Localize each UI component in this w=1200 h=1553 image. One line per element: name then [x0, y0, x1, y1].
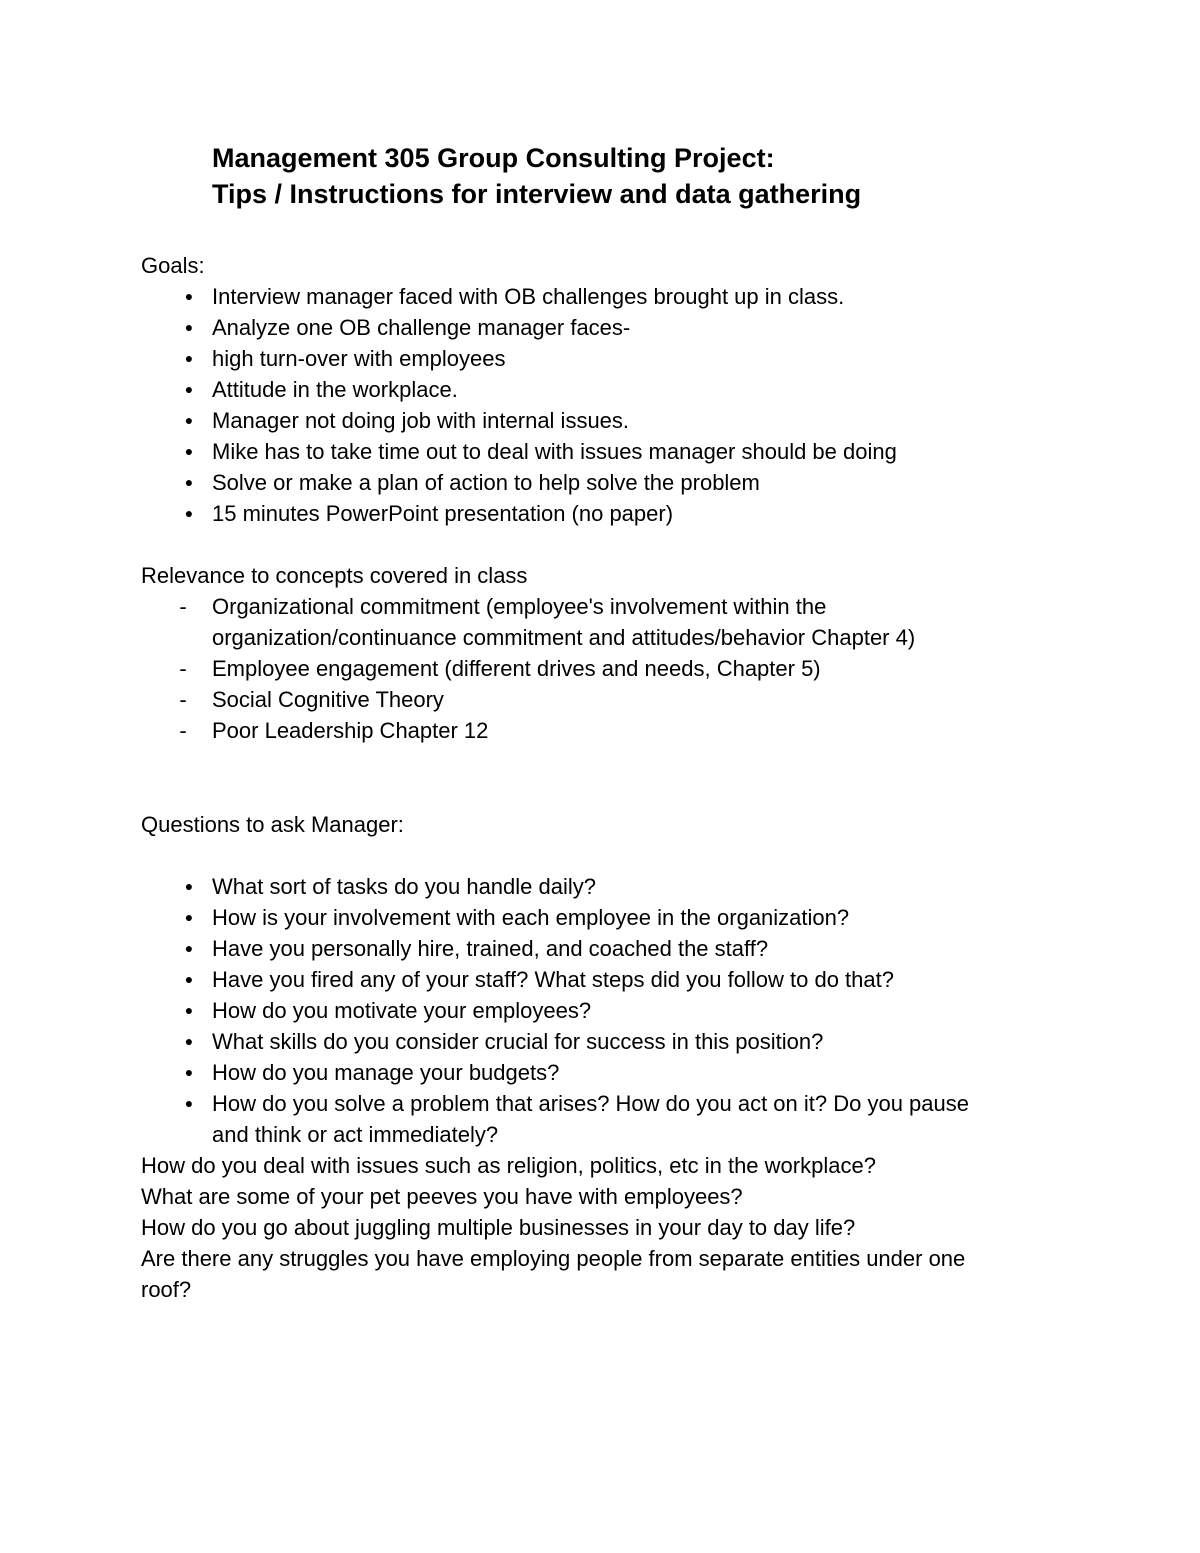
question-item-text: How do you solve a problem that arises? How do you act on it? Do you pause	[212, 1091, 969, 1116]
list-item	[141, 964, 969, 995]
bullet-icon: ●	[184, 350, 194, 366]
bullet-icon: ●	[184, 940, 194, 956]
relevance-item-text: Social Cognitive Theory	[212, 687, 444, 712]
list-item	[141, 591, 915, 653]
relevance-item-text-cont: organization/continuance commitment and attitudes/behavior Chapter 4)	[212, 625, 916, 650]
list-item	[141, 1088, 969, 1150]
list-item	[141, 684, 915, 715]
question-item-text: What skills do you consider crucial for success in this position?	[212, 1029, 824, 1054]
list-item	[141, 343, 897, 374]
question-line: What are some of your pet peeves you have with employees?	[141, 1184, 743, 1209]
title-line-2: Tips / Instructions for interview and data gathering	[212, 179, 862, 209]
question-line: Are there any struggles you have employing people from separate entities under one	[141, 1246, 966, 1271]
relevance-item-text: Poor Leadership Chapter 12	[212, 718, 489, 743]
goal-item-text: Mike has to take time out to deal with issues manager should be doing	[212, 439, 897, 464]
questions-list	[141, 871, 969, 1150]
list-item	[141, 1057, 969, 1088]
list-item	[141, 374, 897, 405]
goal-item-text: Solve or make a plan of action to help solve the problem	[212, 470, 760, 495]
bullet-icon: ●	[184, 971, 194, 987]
bullet-icon: ●	[184, 1095, 194, 1111]
question-item-text: Have you personally hire, trained, and coached the staff?	[212, 936, 769, 961]
dash-marker: -	[179, 594, 187, 619]
goal-item-text: Interview manager faced with OB challenges brought up in class.	[212, 284, 845, 309]
bullet-icon: ●	[184, 443, 194, 459]
questions-plain-lines	[141, 1150, 965, 1305]
question-item-text: How do you manage your budgets?	[212, 1060, 560, 1085]
title-line-1: Management 305 Group Consulting Project:	[212, 143, 775, 173]
bullet-icon: ●	[184, 1033, 194, 1049]
list-item	[141, 312, 897, 343]
dash-marker: -	[179, 718, 187, 743]
list-item	[141, 902, 969, 933]
question-item-text: How is your involvement with each employee in the organization?	[212, 905, 850, 930]
bullet-icon: ●	[184, 909, 194, 925]
list-item	[141, 1026, 969, 1057]
question-item-text: What sort of tasks do you handle daily?	[212, 874, 596, 899]
relevance-item-text: Employee engagement (different drives and needs, Chapter 5)	[212, 656, 821, 681]
dash-marker: -	[179, 687, 187, 712]
bullet-icon: ●	[184, 381, 194, 397]
list-item	[141, 467, 897, 498]
goals-list	[141, 281, 897, 529]
list-item	[141, 436, 897, 467]
bullet-icon: ●	[184, 319, 194, 335]
relevance-list	[141, 591, 915, 746]
bullet-icon: ●	[184, 505, 194, 521]
list-item	[141, 653, 915, 684]
question-line: roof?	[141, 1277, 192, 1302]
question-item-text: How do you motivate your employees?	[212, 998, 592, 1023]
bullet-icon: ●	[184, 878, 194, 894]
list-item	[141, 405, 897, 436]
list-item	[141, 498, 897, 529]
goals-heading: Goals:	[141, 253, 205, 278]
list-item	[141, 281, 897, 312]
bullet-icon: ●	[184, 1002, 194, 1018]
bullet-icon: ●	[184, 412, 194, 428]
goal-item-text: Attitude in the workplace.	[212, 377, 458, 402]
bullet-icon: ●	[184, 288, 194, 304]
question-line: How do you go about juggling multiple businesses in your day to day life?	[141, 1215, 856, 1240]
list-item	[141, 871, 969, 902]
question-line: How do you deal with issues such as religion, politics, etc in the workplace?	[141, 1153, 876, 1178]
question-item-text-cont: and think or act immediately?	[212, 1122, 499, 1147]
goal-item-text: Analyze one OB challenge manager faces-	[212, 315, 631, 340]
document-title	[212, 140, 861, 212]
relevance-item-text: Organizational commitment (employee's involvement within the	[212, 594, 827, 619]
dash-marker: -	[179, 656, 187, 681]
relevance-heading: Relevance to concepts covered in class	[141, 563, 528, 588]
list-item	[141, 933, 969, 964]
list-item	[141, 995, 969, 1026]
questions-heading: Questions to ask Manager:	[141, 812, 404, 837]
goal-item-text: Manager not doing job with internal issues.	[212, 408, 630, 433]
list-item	[141, 715, 915, 746]
bullet-icon: ●	[184, 474, 194, 490]
goal-item-text: 15 minutes PowerPoint presentation (no paper)	[212, 501, 674, 526]
goal-item-text: high turn-over with employees	[212, 346, 506, 371]
bullet-icon: ●	[184, 1064, 194, 1080]
question-item-text: Have you fired any of your staff? What steps did you follow to do that?	[212, 967, 894, 992]
